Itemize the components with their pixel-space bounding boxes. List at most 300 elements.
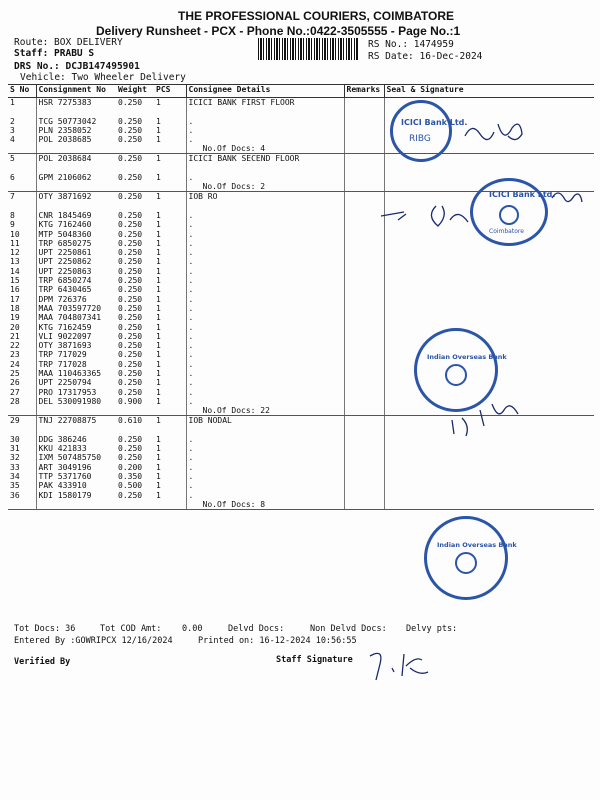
row-consignment-no: TRP 717029: [36, 350, 116, 359]
row-sno: 25: [10, 369, 20, 379]
row-consignment-no: POL 2038685: [36, 135, 116, 144]
row-consignment-no: KDI 1580179: [36, 491, 116, 500]
col-weight: Weight: [116, 85, 154, 98]
spacer-cell: [344, 107, 384, 116]
table-row: [8, 453, 594, 462]
row-remarks: [344, 453, 384, 462]
row-weight: 0.250: [118, 444, 143, 454]
row-consignee-dot: .: [186, 276, 344, 285]
row-consignment-no: TRP 717028: [36, 360, 116, 369]
rs-number: RS No.: 1474959: [368, 39, 454, 50]
spacer-cell: [36, 107, 116, 116]
icici-seal-icon-2: [473, 181, 556, 243]
no-of-docs: No.Of Docs: 22: [186, 406, 344, 416]
row-weight: 0.250: [118, 387, 143, 397]
iob-seal-icon-2: [427, 519, 517, 597]
row-pcs: 1: [156, 192, 161, 202]
spacer-cell: [154, 164, 186, 173]
row-consignee: IOB NODAL: [186, 416, 344, 426]
summary-cell: [116, 144, 154, 154]
row-consignment-no: MAA 704807341: [36, 313, 116, 322]
row-remarks: [344, 491, 384, 500]
row-sno: 29: [10, 416, 20, 426]
spacer-cell: [116, 164, 154, 173]
row-sno: 22: [10, 341, 20, 351]
vehicle: Vehicle: Two Wheeler Delivery: [20, 72, 186, 83]
row-consignee-dot: .: [186, 350, 344, 359]
row-pcs: 1: [156, 135, 161, 145]
row-consignee-dot: .: [186, 220, 344, 229]
row-pcs: 1: [156, 322, 161, 332]
col-pcs: PCS: [154, 85, 186, 98]
row-weight: 0.250: [118, 125, 143, 135]
spacer-cell: [186, 107, 344, 116]
row-pcs: 1: [156, 434, 161, 444]
iob-stamp-text-1: Indian Overseas Bank: [427, 353, 507, 361]
row-consignment-no: UPT 2250863: [36, 267, 116, 276]
row-sno: 36: [10, 490, 20, 500]
row-remarks: [344, 313, 384, 322]
row-weight: 0.250: [118, 229, 143, 239]
spacer-cell: [116, 426, 154, 435]
no-of-docs: No.Of Docs: 4: [186, 144, 344, 154]
col-seal-signature: Seal & Signature: [384, 85, 594, 98]
row-sno: 5: [10, 154, 15, 164]
row-consignment-no: KTG 7162459: [36, 323, 116, 332]
group-summary-row: [8, 500, 594, 510]
drs-number: DRS No.: DCJB147495901: [14, 61, 140, 72]
row-sno: 19: [10, 313, 20, 323]
row-seal: [384, 295, 594, 304]
row-consignment-no: KKU 421833: [36, 444, 116, 453]
row-consignment-no: PAK 433910: [36, 481, 116, 490]
runsheet-title: Delivery Runsheet - PCX - Phone No.:0422-3505555 - Page No.:1: [96, 24, 461, 38]
row-consignee-dot: .: [186, 323, 344, 332]
row-consignment-no: TCG 50773042: [36, 117, 116, 126]
spacer-cell: [8, 164, 36, 173]
row-remarks: [344, 239, 384, 248]
summary-cell: [36, 144, 116, 154]
summary-cell: [36, 182, 116, 192]
iob-stamp-2: [424, 516, 517, 600]
row-weight: 0.500: [118, 481, 143, 491]
staff-signature: [366, 646, 436, 686]
spacer-cell: [8, 107, 36, 116]
row-consignment-no: DPM 726376: [36, 295, 116, 304]
row-sno: 17: [10, 294, 20, 304]
row-consignee: IOB RO: [186, 192, 344, 202]
row-sno: 4: [10, 135, 15, 145]
icici-stamp-text-1: ICICI Bank Ltd.: [401, 118, 468, 127]
row-remarks: [344, 267, 384, 276]
row-consignment-no: UPT 2250861: [36, 248, 116, 257]
delivered-docs: Delvd Docs:: [228, 624, 285, 634]
row-remarks: [344, 350, 384, 359]
col-sno: S No: [8, 85, 36, 98]
row-remarks: [344, 397, 384, 406]
row-consignment-no: TRP 6430465: [36, 285, 116, 294]
signature-2: [376, 196, 476, 236]
table-row: [8, 341, 594, 350]
row-pcs: 1: [156, 238, 161, 248]
row-pcs: 1: [156, 331, 161, 341]
table-row: [8, 491, 594, 500]
row-pcs: 1: [156, 257, 161, 267]
spacer-cell: [36, 426, 116, 435]
row-sno: 15: [10, 276, 20, 286]
row-pcs: 1: [156, 369, 161, 379]
total-docs: Tot Docs: 36: [14, 624, 76, 634]
icici-stamp-1: [390, 100, 468, 162]
row-pcs: 1: [156, 285, 161, 295]
row-weight: 0.250: [118, 98, 143, 107]
spacer-cell: [8, 202, 36, 211]
row-sno: 7: [10, 192, 15, 202]
row-consignment-no: IXM 507485750: [36, 453, 116, 462]
row-remarks: [344, 248, 384, 257]
entered-by: Entered By :GOWRIPCX 12/16/2024: [14, 636, 173, 646]
row-weight: 0.250: [118, 453, 143, 463]
row-consignment-no: OTY 3871693: [36, 341, 116, 350]
spacer-cell: [154, 107, 186, 116]
row-weight: 0.250: [118, 350, 143, 360]
row-consignee-dot: .: [186, 257, 344, 266]
row-consignee-dot: .: [186, 444, 344, 453]
verified-by: Verified By: [14, 657, 71, 667]
row-remarks: [344, 369, 384, 378]
row-consignee: ICICI BANK FIRST FLOOR: [186, 98, 344, 108]
row-consignee-dot: .: [186, 463, 344, 472]
row-pcs: 1: [156, 462, 161, 472]
barcode: [258, 38, 358, 60]
total-cod-value: 0.00: [182, 624, 203, 634]
row-seal: [384, 444, 594, 453]
row-weight: 0.250: [118, 322, 143, 332]
row-seal: [384, 276, 594, 285]
icici-stamp-2: [470, 178, 556, 246]
row-pcs: 1: [156, 116, 161, 126]
summary-cell: [154, 144, 186, 154]
row-remarks: [344, 257, 384, 266]
table-row: [8, 360, 594, 369]
no-of-docs: No.Of Docs: 2: [186, 182, 344, 192]
row-consignee-dot: .: [186, 369, 344, 378]
row-seal: [384, 285, 594, 294]
row-consignee: ICICI BANK SECEND FLOOR: [186, 154, 344, 164]
row-remarks: [344, 463, 384, 472]
row-sno: 11: [10, 238, 20, 248]
svg-text:RIBG: RIBG: [409, 134, 431, 144]
row-consignment-no: HSR 7275383: [36, 98, 116, 108]
row-weight: 0.250: [118, 490, 143, 500]
row-weight: 0.250: [118, 434, 143, 444]
row-pcs: 1: [156, 387, 161, 397]
spacer-cell: [384, 164, 594, 173]
row-seal: [384, 491, 594, 500]
row-pcs: 1: [156, 444, 161, 454]
row-seal: [384, 481, 594, 490]
table-row: [8, 248, 594, 257]
icici-seal-icon: [393, 103, 468, 159]
row-remarks: [344, 378, 384, 387]
table-row: [8, 313, 594, 322]
row-consignee-dot: .: [186, 472, 344, 481]
row-consignee-dot: .: [186, 491, 344, 500]
row-remarks: [344, 472, 384, 481]
row-seal: [384, 257, 594, 266]
non-delivered-docs: Non Delvd Docs:: [310, 624, 387, 634]
row-consignment-no: MTP 5048360: [36, 230, 116, 239]
row-consignee-dot: .: [186, 313, 344, 322]
row-sno: 12: [10, 248, 20, 258]
row-sno: 31: [10, 444, 20, 454]
row-pcs: 1: [156, 294, 161, 304]
table-row: [8, 285, 594, 294]
row-consignment-no: DEL 530091980: [36, 397, 116, 406]
row-weight: 0.250: [118, 173, 143, 183]
summary-cell: [8, 182, 36, 192]
row-remarks: [344, 98, 384, 108]
summary-cell: [384, 500, 594, 510]
row-sno: 33: [10, 462, 20, 472]
row-pcs: 1: [156, 154, 161, 164]
summary-cell: [154, 406, 186, 416]
row-consignment-no: PRO 17317953: [36, 388, 116, 397]
row-pcs: 1: [156, 313, 161, 323]
row-weight: 0.250: [118, 192, 143, 202]
row-pcs: 1: [156, 125, 161, 135]
printed-on: Printed on: 16-12-2024 10:56:55: [198, 636, 357, 646]
row-weight: 0.900: [118, 396, 143, 406]
row-sno: 30: [10, 434, 20, 444]
row-seal: [384, 248, 594, 257]
summary-cell: [116, 406, 154, 416]
table-row: [8, 295, 594, 304]
row-consignee-dot: .: [186, 388, 344, 397]
spacer-cell: [116, 107, 154, 116]
row-pcs: 1: [156, 173, 161, 183]
row-sno: 20: [10, 322, 20, 332]
row-pcs: 1: [156, 416, 161, 426]
spacer-cell: [36, 202, 116, 211]
route: Route: BOX DELIVERY: [14, 37, 123, 48]
table-row: [8, 98, 594, 108]
signature-1: [460, 114, 530, 150]
row-seal: [384, 463, 594, 472]
row-pcs: 1: [156, 303, 161, 313]
row-consignment-no: UPT 2250862: [36, 257, 116, 266]
row-sno: 26: [10, 378, 20, 388]
row-consignee-dot: .: [186, 378, 344, 387]
summary-cell: [36, 500, 116, 510]
row-pcs: 1: [156, 350, 161, 360]
icici-stamp-text-2: ICICI Bank Ltd.: [489, 190, 556, 199]
row-seal: [384, 304, 594, 313]
summary-cell: [8, 500, 36, 510]
row-consignee-dot: .: [186, 481, 344, 490]
row-consignment-no: KTG 7162460: [36, 220, 116, 229]
row-weight: 0.250: [118, 116, 143, 126]
row-weight: 0.250: [118, 154, 143, 164]
summary-cell: [8, 406, 36, 416]
row-consignee-dot: .: [186, 211, 344, 220]
summary-cell: [344, 500, 384, 510]
row-consignee-dot: .: [186, 126, 344, 135]
row-sno: 10: [10, 229, 20, 239]
row-remarks: [344, 154, 384, 164]
table-row: [8, 369, 594, 378]
row-consignment-no: VLI 9022097: [36, 332, 116, 341]
svg-text:Coimbatore: Coimbatore: [489, 228, 524, 235]
summary-cell: [154, 182, 186, 192]
row-remarks: [344, 332, 384, 341]
signature-4: [440, 380, 530, 440]
row-consignment-no: TRP 6850274: [36, 276, 116, 285]
row-remarks: [344, 295, 384, 304]
row-consignee-dot: .: [186, 285, 344, 294]
row-consignee-dot: .: [186, 435, 344, 444]
table-row: [8, 267, 594, 276]
summary-cell: [116, 182, 154, 192]
summary-cell: [344, 406, 384, 416]
row-pcs: 1: [156, 210, 161, 220]
table-row: [8, 257, 594, 266]
row-sno: 3: [10, 125, 15, 135]
row-weight: 0.250: [118, 341, 143, 351]
row-pcs: 1: [156, 341, 161, 351]
row-consignee-dot: .: [186, 239, 344, 248]
iob-stamp-text-2: Indian Overseas Bank: [437, 541, 517, 549]
row-consignment-no: TRP 6850275: [36, 239, 116, 248]
row-pcs: 1: [156, 220, 161, 230]
row-remarks: [344, 126, 384, 135]
row-sno: 8: [10, 210, 15, 220]
row-consignee-dot: .: [186, 230, 344, 239]
spacer-cell: [154, 426, 186, 435]
spacer-cell: [154, 202, 186, 211]
row-pcs: 1: [156, 481, 161, 491]
row-seal: [384, 267, 594, 276]
table-header-row: [8, 85, 594, 98]
row-remarks: [344, 360, 384, 369]
row-weight: 0.610: [118, 416, 143, 426]
row-weight: 0.250: [118, 220, 143, 230]
row-weight: 0.250: [118, 276, 143, 286]
row-weight: 0.250: [118, 313, 143, 323]
row-consignment-no: TNJ 22708875: [36, 416, 116, 426]
row-weight: 0.250: [118, 257, 143, 267]
row-weight: 0.250: [118, 135, 143, 145]
table-row: [8, 304, 594, 313]
row-sno: 32: [10, 453, 20, 463]
row-consignee-dot: .: [186, 248, 344, 257]
summary-cell: [154, 500, 186, 510]
staff-signature-label: Staff Signature: [276, 655, 353, 665]
row-consignee-dot: .: [186, 295, 344, 304]
row-weight: 0.250: [118, 378, 143, 388]
row-sno: 24: [10, 359, 20, 369]
row-sno: 9: [10, 220, 15, 230]
table-row: [8, 154, 594, 164]
row-consignee-dot: .: [186, 173, 344, 182]
row-pcs: 1: [156, 490, 161, 500]
row-consignee-dot: .: [186, 332, 344, 341]
row-weight: 0.250: [118, 359, 143, 369]
row-pcs: 1: [156, 229, 161, 239]
row-remarks: [344, 173, 384, 182]
row-weight: 0.250: [118, 294, 143, 304]
total-cod-label: Tot COD Amt:: [100, 624, 162, 634]
row-remarks: [344, 285, 384, 294]
row-consignee-dot: .: [186, 397, 344, 406]
spacer-cell: [186, 426, 344, 435]
row-sno: 28: [10, 396, 20, 406]
row-pcs: 1: [156, 98, 161, 107]
row-weight: 0.250: [118, 248, 143, 258]
row-remarks: [344, 117, 384, 126]
spacer-cell: [186, 202, 344, 211]
row-seal: [384, 313, 594, 322]
row-consignment-no: TTP 5371760: [36, 472, 116, 481]
row-remarks: [344, 135, 384, 144]
delivery-points: Delvy pts:: [406, 624, 458, 634]
row-remarks: [344, 304, 384, 313]
row-remarks: [344, 388, 384, 397]
row-consignment-no: GPM 2106062: [36, 173, 116, 182]
summary-cell: [36, 406, 116, 416]
row-consignee-dot: .: [186, 267, 344, 276]
company-name: THE PROFESSIONAL COURIERS, COIMBATORE: [178, 9, 455, 23]
row-pcs: 1: [156, 453, 161, 463]
row-pcs: 1: [156, 276, 161, 286]
row-weight: 0.250: [118, 266, 143, 276]
row-consignee-dot: .: [186, 304, 344, 313]
table-row: [8, 332, 594, 341]
table-row: [8, 472, 594, 481]
row-sno: 27: [10, 387, 20, 397]
row-sno: 6: [10, 173, 15, 183]
row-seal: [384, 472, 594, 481]
row-consignee-dot: .: [186, 453, 344, 462]
row-consignee-dot: .: [186, 360, 344, 369]
row-weight: 0.250: [118, 238, 143, 248]
row-pcs: 1: [156, 359, 161, 369]
row-weight: 0.200: [118, 462, 143, 472]
row-weight: 0.250: [118, 285, 143, 295]
row-weight: 0.250: [118, 210, 143, 220]
row-consignment-no: DDG 386246: [36, 435, 116, 444]
row-consignment-no: MAA 110463365: [36, 369, 116, 378]
row-consignment-no: OTY 3871692: [36, 192, 116, 202]
spacer-cell: [186, 164, 344, 173]
row-pcs: 1: [156, 266, 161, 276]
row-weight: 0.350: [118, 471, 143, 481]
row-sno: 23: [10, 350, 20, 360]
row-sno: 35: [10, 481, 20, 491]
row-remarks: [344, 444, 384, 453]
row-sno: 21: [10, 331, 20, 341]
spacer-row: [8, 164, 594, 173]
row-remarks: [344, 341, 384, 350]
spacer-cell: [344, 164, 384, 173]
summary-cell: [116, 500, 154, 510]
row-consignment-no: UPT 2250794: [36, 378, 116, 387]
row-consignment-no: PLN 2358052: [36, 126, 116, 135]
row-seal: [384, 453, 594, 462]
row-pcs: 1: [156, 248, 161, 258]
table-row: [8, 276, 594, 285]
row-sno: 14: [10, 266, 20, 276]
